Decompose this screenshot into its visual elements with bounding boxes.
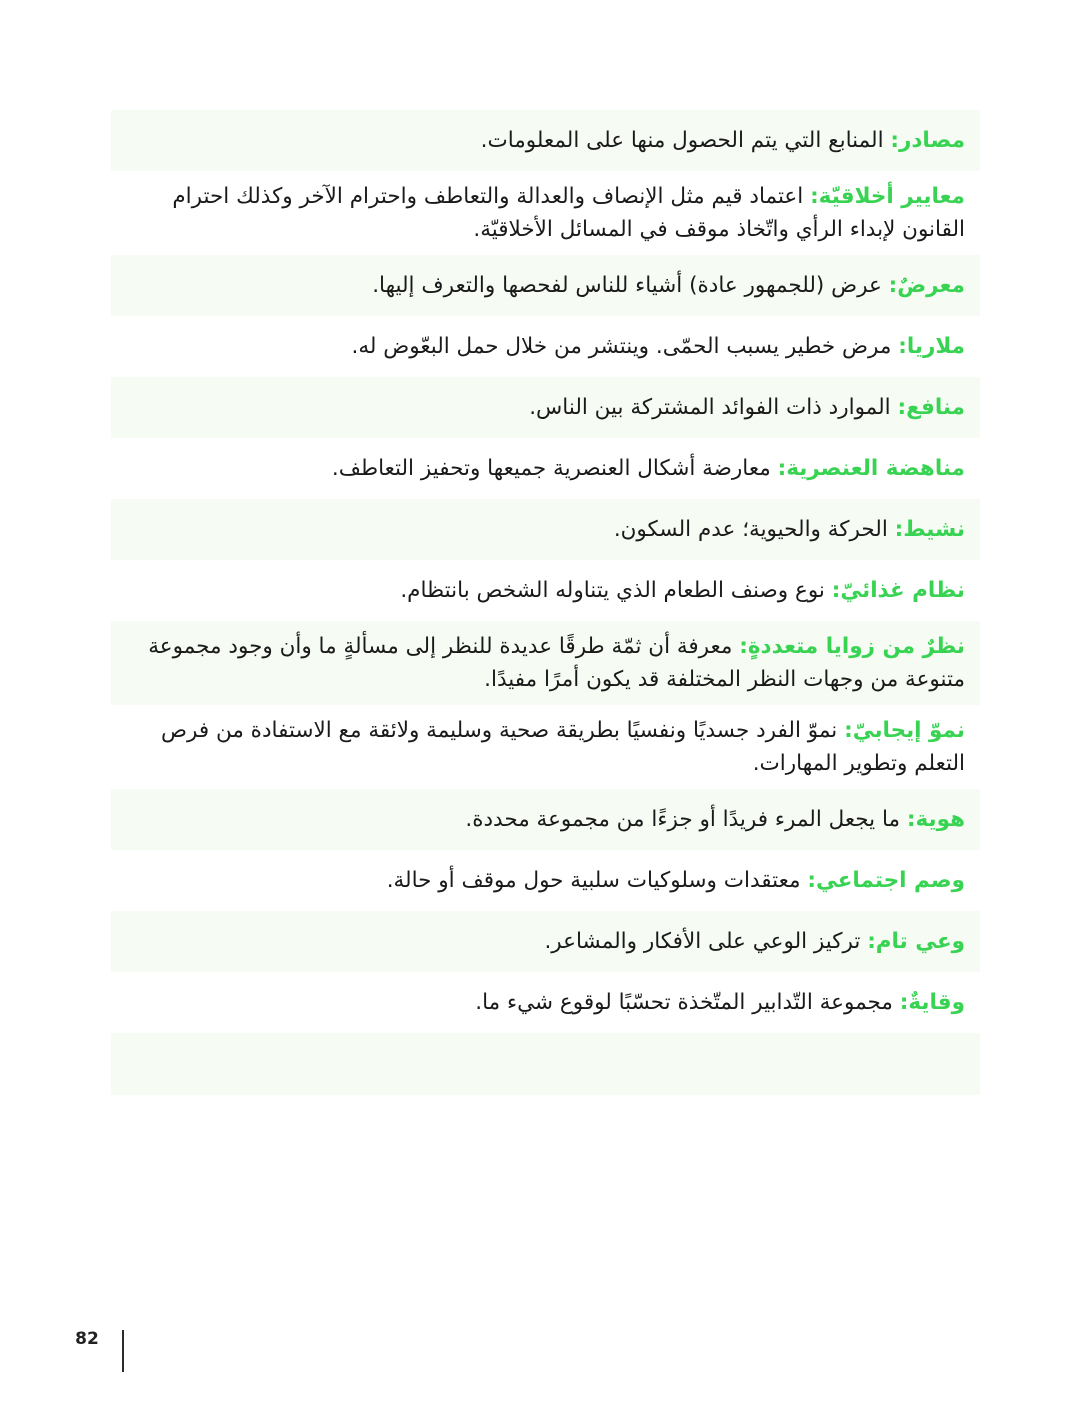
glossary-entry [111, 171, 980, 255]
glossary-definition: عرض (للجمهور عادة) أشياء للناس لفحصها والتعرف إليها. [372, 273, 889, 298]
glossary-entry [111, 972, 980, 1033]
glossary-term: وقايةٌ: [899, 990, 965, 1015]
glossary-entry [111, 438, 980, 499]
glossary-definition: الموارد ذات الفوائد المشتركة بين الناس. [529, 395, 898, 420]
glossary-term: مصادر: [890, 128, 965, 153]
glossary-definition: مرض خطير يسبب الحمّى. وينتشر من خلال حمل البعّوض له. [351, 334, 899, 359]
glossary-term: نظام غذائيّ: [831, 578, 965, 603]
glossary-term: نشيط: [894, 517, 965, 542]
glossary-definition: المنابع التي يتم الحصول منها على المعلومات. [480, 128, 891, 153]
glossary-entry [111, 621, 980, 705]
glossary-definition: نموّ الفرد جسديًا ونفسيًا بطريقة صحية وسليمة ولائقة مع الاستفادة من فرص التعلم وتطوير المهارات. [161, 718, 965, 776]
glossary-term: وصم اجتماعي: [807, 868, 965, 893]
glossary-entry [111, 316, 980, 377]
glossary-entry [111, 377, 980, 438]
page-number: 82 [75, 1329, 99, 1349]
glossary-entry [111, 850, 980, 911]
glossary-term: هوية: [906, 807, 965, 832]
glossary-definition: تركيز الوعي على الأفكار والمشاعر. [544, 929, 868, 954]
page-number-divider [122, 1330, 124, 1372]
glossary-definition: معتقدات وسلوكيات سلبية حول موقف أو حالة. [386, 868, 808, 893]
glossary-term: وعي تام: [867, 929, 965, 954]
glossary-entry [111, 110, 980, 171]
glossary-definition: معارضة أشكال العنصرية جميعها وتحفيز التعاطف. [331, 456, 778, 481]
glossary-definition: ما يجعل المرء فريدًا أو جزءًا من مجموعة محددة. [465, 807, 907, 832]
glossary-term: معرضٌ: [888, 273, 965, 298]
glossary-term: نظرٌ من زوايا متعددةٍ: [739, 634, 965, 659]
glossary-term: معايير أخلاقيّة: [810, 184, 965, 209]
glossary-definition: معرفة أن ثمّة طرقًا عديدة للنظر إلى مسألةٍ ما وأن وجود مجموعة متنوعة من وجهات النظر المختلفة قد يكون أمرًا مفيدًا. [148, 634, 965, 692]
glossary-entry [111, 911, 980, 972]
glossary-term: منافع: [897, 395, 965, 420]
glossary-entry [111, 705, 980, 789]
glossary-entry [111, 499, 980, 560]
glossary-definition: الحركة والحيوية؛ عدم السكون. [613, 517, 895, 542]
glossary-term: نموّ إيجابيّ: [844, 718, 965, 743]
glossary-list [111, 110, 980, 1095]
glossary-definition: نوع وصنف الطعام الذي يتناوله الشخص بانتظام. [400, 578, 832, 603]
glossary-entry [111, 255, 980, 316]
glossary-entry [111, 789, 980, 850]
glossary-term: مناهضة العنصرية: [777, 456, 965, 481]
glossary-definition: اعتماد قيم مثل الإنصاف والعدالة والتعاطف واحترام الآخر وكذلك احترام القانون لإبداء الرأي واتّخاذ موقف في المسائل الأخلاقيّة. [172, 184, 965, 242]
glossary-term: ملاريا: [898, 334, 965, 359]
glossary-definition: مجموعة التّدابير المتّخذة تحسّبًا لوقوع شيء ما. [475, 990, 900, 1015]
glossary-entry [111, 560, 980, 621]
empty-shaded-row [111, 1033, 980, 1095]
